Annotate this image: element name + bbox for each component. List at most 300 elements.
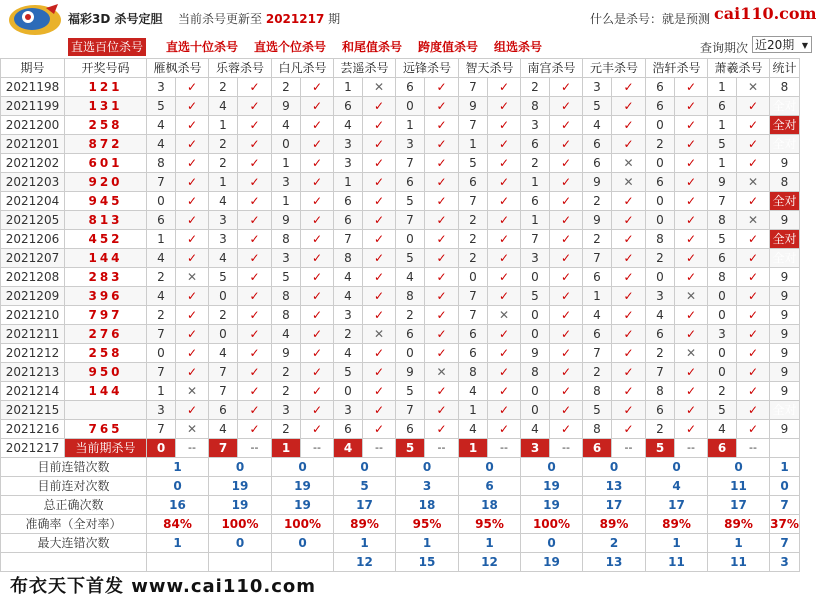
kill-number-cell: 2 (583, 363, 612, 382)
kill-number-cell: 5 (396, 192, 425, 211)
check-icon: ✓ (176, 192, 209, 211)
check-icon: ✓ (238, 325, 272, 344)
check-icon: ✓ (550, 306, 583, 325)
check-icon: ✓ (612, 249, 646, 268)
kill-number-cell: 7 (521, 230, 550, 249)
kill-number-cell: 4 (334, 344, 363, 363)
app-title: 福彩3D 杀号定胆 (68, 12, 163, 26)
kill-number-cell: 3 (708, 325, 737, 344)
kill-number-cell: 0 (396, 97, 425, 116)
current-kill-number: 4 (334, 439, 363, 458)
check-icon: ✓ (301, 363, 334, 382)
kill-number-cell: 0 (521, 382, 550, 401)
kill-number-cell: 2 (459, 211, 488, 230)
current-kill-number: 5 (646, 439, 675, 458)
check-icon: ✓ (425, 325, 459, 344)
kill-number-cell: 4 (209, 344, 238, 363)
check-icon: ✓ (612, 420, 646, 439)
check-icon: ✓ (737, 116, 770, 135)
kill-number-cell: 6 (396, 78, 425, 97)
check-icon: ✓ (550, 135, 583, 154)
check-icon: ✓ (301, 420, 334, 439)
period-cell: 2021201 (1, 135, 65, 154)
summary-value: 1 (708, 534, 770, 553)
draw-number-cell: 813 (65, 211, 147, 230)
check-icon: ✓ (425, 154, 459, 173)
summary-value: 0 (209, 534, 272, 553)
kill-number-cell: 5 (272, 268, 301, 287)
check-icon: ✓ (550, 116, 583, 135)
check-icon: ✓ (737, 230, 770, 249)
kill-number-cell: 7 (147, 173, 176, 192)
kill-number-cell: 2 (272, 382, 301, 401)
kill-number-cell: 6 (708, 97, 737, 116)
kill-number-cell: 6 (459, 173, 488, 192)
kill-number-cell: 7 (209, 363, 238, 382)
check-icon: ✓ (550, 173, 583, 192)
check-icon: ✓ (238, 306, 272, 325)
kill-number-cell: 7 (396, 211, 425, 230)
check-icon: ✓ (737, 97, 770, 116)
kill-number-cell: 1 (521, 173, 550, 192)
check-icon: ✓ (176, 211, 209, 230)
check-icon: ✓ (550, 382, 583, 401)
kill-number-cell: 4 (583, 306, 612, 325)
period-cell: 2021205 (1, 211, 65, 230)
stat-cell: 9 (770, 211, 800, 230)
stat-cell[interactable]: 全对 (770, 135, 800, 154)
kill-number-cell: 8 (708, 211, 737, 230)
summary-value: 15 (396, 553, 459, 572)
check-icon: ✓ (301, 344, 334, 363)
kill-number-cell: 4 (334, 116, 363, 135)
current-kill-button[interactable]: 当前期杀号 (65, 439, 147, 458)
kill-number-cell: 7 (396, 401, 425, 420)
kill-number-cell: 2 (583, 192, 612, 211)
tab-units-kill[interactable]: 直选个位杀号 (254, 40, 327, 54)
summary-value: 0 (147, 477, 209, 496)
check-icon: ✓ (737, 135, 770, 154)
kill-number-cell: 4 (396, 268, 425, 287)
check-icon: ✓ (238, 211, 272, 230)
draw-number-cell: 872 (65, 135, 147, 154)
check-icon: ✓ (488, 363, 521, 382)
check-icon: ✓ (737, 306, 770, 325)
stat-cell: 9 (770, 154, 800, 173)
summary-value: 1 (147, 458, 209, 477)
summary-value: 12 (334, 553, 396, 572)
summary-label: 目前连错次数 (1, 458, 147, 477)
kill-number-cell: 6 (147, 211, 176, 230)
check-icon: ✓ (612, 230, 646, 249)
kill-number-cell: 6 (521, 135, 550, 154)
kill-number-cell: 2 (583, 230, 612, 249)
table-row (1, 135, 800, 154)
summary-value: 5 (334, 477, 396, 496)
check-icon: ✓ (301, 211, 334, 230)
check-icon: ✓ (238, 268, 272, 287)
kill-number-cell: 3 (521, 116, 550, 135)
summary-value: 1 (459, 534, 521, 553)
kill-number-cell: 0 (334, 382, 363, 401)
kill-number-cell: 6 (646, 173, 675, 192)
table-row (1, 306, 800, 325)
check-icon: ✓ (301, 325, 334, 344)
kill-number-cell: 2 (646, 249, 675, 268)
kill-number-cell: 6 (396, 173, 425, 192)
kill-number-cell: 2 (334, 325, 363, 344)
summary-value: 100% (272, 515, 334, 534)
kill-number-cell: 9 (396, 363, 425, 382)
kill-number-cell: 5 (396, 249, 425, 268)
kill-number-cell: 0 (272, 135, 301, 154)
kill-number-cell: 7 (459, 116, 488, 135)
kill-number-cell: 3 (272, 173, 301, 192)
kill-number-cell: 5 (334, 363, 363, 382)
period-cell: 2021214 (1, 382, 65, 401)
kill-number-cell: 7 (147, 420, 176, 439)
kill-number-cell: 6 (583, 268, 612, 287)
check-icon: ✓ (488, 287, 521, 306)
period-select[interactable] (752, 36, 812, 53)
col-expert: 南宫杀号 (521, 59, 583, 78)
kill-number-cell: 8 (521, 363, 550, 382)
summary-label: 总正确次数 (1, 496, 147, 515)
check-icon: ✓ (550, 420, 583, 439)
stat-cell: 9 (770, 344, 800, 363)
table-row (1, 173, 800, 192)
kill-number-cell: 4 (209, 192, 238, 211)
table-row (1, 116, 800, 135)
kill-number-cell: 1 (209, 173, 238, 192)
table-row (1, 230, 800, 249)
kill-number-cell: 5 (708, 401, 737, 420)
check-icon: ✓ (675, 249, 708, 268)
check-icon: ✓ (301, 78, 334, 97)
kill-number-cell: 9 (521, 344, 550, 363)
kill-number-cell: 6 (459, 325, 488, 344)
table-row (1, 192, 800, 211)
summary-value: 95% (459, 515, 521, 534)
summary-label: 最大连错次数 (1, 534, 147, 553)
check-icon: ✓ (363, 116, 396, 135)
kill-number-cell: 4 (646, 306, 675, 325)
tab-tens-kill[interactable]: 直选十位杀号 (166, 40, 239, 54)
kill-number-cell: 0 (521, 306, 550, 325)
check-icon: ✓ (363, 382, 396, 401)
check-icon: ✓ (238, 154, 272, 173)
check-icon: ✓ (737, 382, 770, 401)
check-icon: ✓ (425, 287, 459, 306)
draw-number-cell: 258 (65, 116, 147, 135)
stat-cell[interactable]: 全对 (770, 230, 800, 249)
tab-group-kill[interactable]: 组选杀号 (494, 40, 543, 54)
check-icon: ✓ (176, 363, 209, 382)
summary-value: 89% (646, 515, 708, 534)
col-expert: 白凡杀号 (272, 59, 334, 78)
period-cell: 2021198 (1, 78, 65, 97)
check-icon: ✓ (301, 401, 334, 420)
summary-row (1, 553, 800, 572)
check-icon: ✓ (238, 116, 272, 135)
check-icon: ✓ (737, 268, 770, 287)
current-kill-number: 0 (147, 439, 176, 458)
kill-number-cell: 4 (272, 116, 301, 135)
draw-number-cell: 950 (65, 363, 147, 382)
check-icon: ✓ (612, 325, 646, 344)
summary-value: 11 (646, 553, 708, 572)
check-icon: ✓ (238, 420, 272, 439)
stat-cell[interactable]: 全对 (770, 192, 800, 211)
summary-stat: 7 (770, 534, 800, 553)
kill-number-cell: 0 (521, 268, 550, 287)
draw-number-cell: 396 (65, 287, 147, 306)
check-icon: ✓ (301, 230, 334, 249)
pending-dash: -- (238, 439, 272, 458)
check-icon: ✓ (675, 135, 708, 154)
period-cell: 2021216 (1, 420, 65, 439)
check-icon: ✓ (176, 78, 209, 97)
check-icon: ✓ (238, 401, 272, 420)
summary-value: 17 (708, 496, 770, 515)
kill-number-cell: 0 (646, 211, 675, 230)
period-cell: 2021213 (1, 363, 65, 382)
kill-number-cell: 2 (209, 135, 238, 154)
summary-value: 17 (334, 496, 396, 515)
check-icon: ✓ (488, 420, 521, 439)
summary-value: 1 (147, 534, 209, 553)
check-icon: ✓ (675, 401, 708, 420)
kill-number-cell: 6 (334, 211, 363, 230)
col-expert: 乐蓉杀号 (209, 59, 272, 78)
tab-span-kill[interactable]: 跨度值杀号 (418, 40, 479, 54)
table-row (1, 363, 800, 382)
period-cell: 2021208 (1, 268, 65, 287)
kill-number-cell: 7 (147, 325, 176, 344)
summary-label: 目前连对次数 (1, 477, 147, 496)
check-icon: ✓ (675, 192, 708, 211)
summary-value: 0 (708, 458, 770, 477)
kill-number-cell: 3 (272, 249, 301, 268)
kill-number-cell: 6 (646, 78, 675, 97)
stat-cell[interactable]: 全对 (770, 97, 800, 116)
summary-value: 6 (459, 477, 521, 496)
check-icon: ✓ (238, 230, 272, 249)
tab-hundreds-kill[interactable]: 直选百位杀号 (68, 38, 146, 56)
check-icon: ✓ (675, 211, 708, 230)
col-expert: 智天杀号 (459, 59, 521, 78)
check-icon: ✓ (675, 116, 708, 135)
check-icon: ✓ (550, 78, 583, 97)
check-icon: ✓ (176, 401, 209, 420)
kill-number-cell: 9 (583, 173, 612, 192)
kill-number-cell: 1 (272, 192, 301, 211)
check-icon: ✓ (488, 401, 521, 420)
check-icon: ✓ (550, 268, 583, 287)
header (0, 0, 816, 36)
pending-dash: -- (612, 439, 646, 458)
kill-number-cell: 0 (147, 344, 176, 363)
kill-number-cell: 2 (521, 154, 550, 173)
kill-number-cell: 3 (396, 135, 425, 154)
kill-number-cell: 2 (209, 78, 238, 97)
check-icon: ✓ (425, 78, 459, 97)
kill-number-cell: 3 (334, 306, 363, 325)
check-icon: ✓ (488, 211, 521, 230)
summary-row (1, 515, 800, 534)
check-icon: ✓ (176, 173, 209, 192)
summary-value: 19 (521, 496, 583, 515)
summary-label: 准确率（全对率） (1, 515, 147, 534)
kill-number-cell: 6 (396, 325, 425, 344)
check-icon: ✓ (176, 249, 209, 268)
summary-value: 18 (396, 496, 459, 515)
kill-number-cell: 4 (459, 382, 488, 401)
check-icon: ✓ (301, 287, 334, 306)
check-icon: ✓ (238, 135, 272, 154)
check-icon: ✓ (425, 192, 459, 211)
stat-cell[interactable]: 全对 (770, 401, 800, 420)
check-icon: ✓ (612, 192, 646, 211)
kill-number-cell: 7 (459, 306, 488, 325)
kill-number-cell: 6 (646, 401, 675, 420)
pending-dash: -- (363, 439, 396, 458)
pending-dash: -- (425, 439, 459, 458)
check-icon: ✓ (363, 401, 396, 420)
summary-value: 1 (646, 534, 708, 553)
check-icon: ✓ (238, 363, 272, 382)
kill-number-cell: 8 (334, 249, 363, 268)
pending-dash: -- (176, 439, 209, 458)
stat-cell[interactable]: 全对 (770, 116, 800, 135)
table-row (1, 249, 800, 268)
check-icon: ✓ (363, 154, 396, 173)
kill-number-cell: 7 (334, 230, 363, 249)
kill-number-cell: 0 (646, 116, 675, 135)
check-icon: ✓ (612, 287, 646, 306)
tab-bar (0, 36, 816, 58)
kill-number-cell: 0 (646, 192, 675, 211)
summary-value: 89% (334, 515, 396, 534)
summary-row (1, 534, 800, 553)
kill-number-cell: 1 (334, 78, 363, 97)
kill-number-cell: 8 (396, 287, 425, 306)
kill-number-cell: 0 (521, 325, 550, 344)
period-cell: 2021200 (1, 116, 65, 135)
kill-number-cell: 6 (646, 325, 675, 344)
kill-number-cell: 0 (209, 325, 238, 344)
draw-number-cell: 144 (65, 249, 147, 268)
current-period-row (1, 439, 800, 458)
summary-value: 18 (459, 496, 521, 515)
stat-cell[interactable]: 全对 (770, 249, 800, 268)
check-icon: ✓ (550, 97, 583, 116)
table-row (1, 401, 800, 420)
table-row (1, 78, 800, 97)
check-icon: ✓ (425, 420, 459, 439)
cross-icon: ✕ (363, 78, 396, 97)
col-expert: 元丰杀号 (583, 59, 646, 78)
check-icon: ✓ (488, 382, 521, 401)
kill-number-cell: 4 (209, 97, 238, 116)
check-icon: ✓ (612, 78, 646, 97)
check-icon: ✓ (425, 268, 459, 287)
check-icon: ✓ (550, 401, 583, 420)
draw-number-cell: 945 (65, 192, 147, 211)
stat-cell: 8 (770, 173, 800, 192)
current-stat-cell (770, 439, 800, 458)
stat-cell: 9 (770, 363, 800, 382)
kill-number-cell: 5 (147, 97, 176, 116)
check-icon: ✓ (612, 401, 646, 420)
check-icon: ✓ (301, 306, 334, 325)
check-icon: ✓ (550, 230, 583, 249)
kill-number-cell: 3 (272, 401, 301, 420)
site-domain[interactable]: cai110.com (714, 4, 816, 23)
check-icon: ✓ (363, 211, 396, 230)
kill-number-cell: 2 (646, 135, 675, 154)
draw-number-cell: 920 (65, 173, 147, 192)
summary-value: 100% (521, 515, 583, 534)
kill-number-cell: 3 (334, 154, 363, 173)
check-icon: ✓ (737, 401, 770, 420)
kill-number-cell: 1 (708, 78, 737, 97)
check-icon: ✓ (488, 135, 521, 154)
kill-number-cell: 7 (147, 363, 176, 382)
cross-icon: ✕ (612, 154, 646, 173)
kill-number-cell: 1 (334, 173, 363, 192)
current-kill-number: 3 (521, 439, 550, 458)
kill-number-cell: 7 (209, 382, 238, 401)
current-kill-number: 7 (209, 439, 238, 458)
kill-number-cell: 2 (646, 344, 675, 363)
check-icon: ✓ (737, 249, 770, 268)
kill-number-cell: 3 (334, 135, 363, 154)
summary-stat: 7 (770, 496, 800, 515)
cross-icon: ✕ (675, 344, 708, 363)
stat-cell: 9 (770, 382, 800, 401)
summary-value: 1 (396, 534, 459, 553)
draw-number-cell: 765 (65, 420, 147, 439)
kill-number-cell: 0 (459, 268, 488, 287)
summary-label (1, 553, 147, 572)
check-icon: ✓ (675, 173, 708, 192)
tab-sum-tail-kill[interactable]: 和尾值杀号 (342, 40, 403, 54)
draw-number-cell: 144 (65, 382, 147, 401)
kill-number-cell: 2 (209, 306, 238, 325)
kill-number-cell: 4 (147, 249, 176, 268)
kill-number-cell: 0 (708, 344, 737, 363)
col-expert: 芸遥杀号 (334, 59, 396, 78)
col-expert: 萧羲杀号 (708, 59, 770, 78)
kill-number-cell: 6 (583, 154, 612, 173)
kill-number-cell: 1 (583, 287, 612, 306)
kill-number-cell: 5 (396, 382, 425, 401)
summary-value: 89% (583, 515, 646, 534)
kill-number-cell: 0 (396, 344, 425, 363)
stat-cell: 9 (770, 287, 800, 306)
chevron-down-icon: ▼ (801, 41, 808, 50)
what-is-kill-link[interactable]: 什么是杀号：就是预测 (590, 12, 711, 26)
kill-number-cell: 0 (209, 287, 238, 306)
kill-number-cell: 5 (459, 154, 488, 173)
check-icon: ✓ (238, 249, 272, 268)
kill-number-cell: 4 (272, 325, 301, 344)
cross-icon: ✕ (363, 325, 396, 344)
stat-cell: 9 (770, 325, 800, 344)
summary-value: 0 (583, 458, 646, 477)
check-icon: ✓ (301, 249, 334, 268)
